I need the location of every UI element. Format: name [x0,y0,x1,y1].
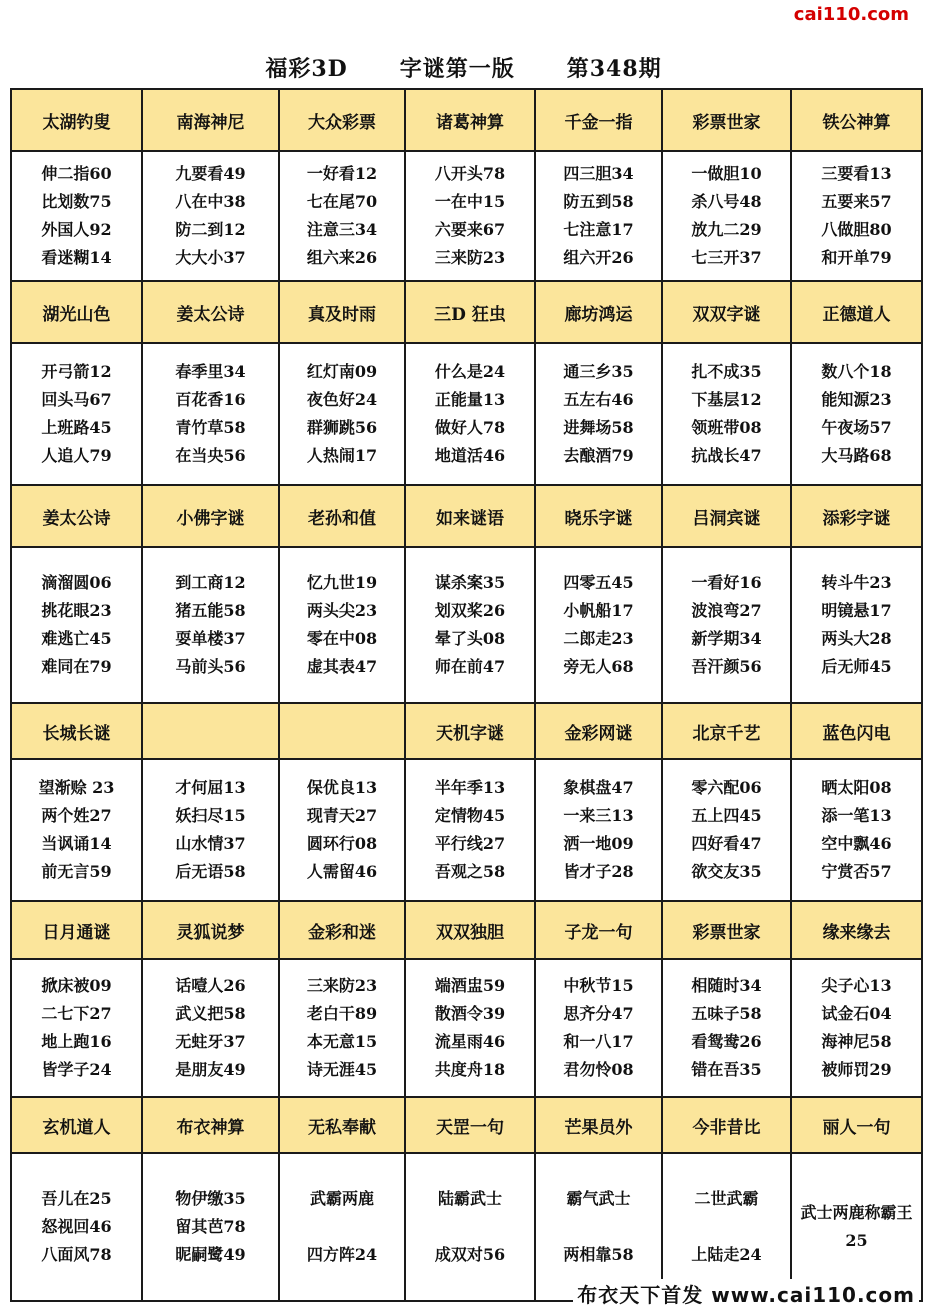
footer-watermark: 布衣天下首发 www.cai110.com [573,1279,919,1308]
riddle-cell [791,547,922,703]
riddle-line: 七在尾70 [306,192,378,211]
riddle-line: 到工商12 [175,573,246,592]
riddle-cell [662,343,791,485]
riddle-line: 物伊缴35 [175,1189,246,1208]
riddle-line: 四方阵24 [306,1245,378,1264]
riddle-line: 人热闹17 [306,446,378,465]
source-name: 天机字谜 [405,703,535,759]
riddle-line: 下基层12 [691,390,762,409]
riddle-cell [405,343,535,485]
source-name: 北京千艺 [662,703,791,759]
riddle-line: 和开单79 [821,248,892,267]
riddle-line: 红灯南09 [306,362,378,381]
riddle-cell [535,959,662,1097]
riddle-line: 一好看12 [306,164,378,183]
riddle-line: 两头尖23 [306,601,378,620]
source-name: 彩票世家 [662,901,791,959]
source-name: 丽人一句 [791,1097,922,1153]
source-name [279,703,405,759]
source-name: 今非昔比 [662,1097,791,1153]
riddle-line: 晒太阳08 [821,778,892,797]
riddle-line: 通三乡35 [563,362,634,381]
riddle-line: 欲交友35 [691,862,762,881]
riddle-line: 八做胆80 [821,220,892,239]
riddle-line: 一来三13 [563,806,634,825]
riddle-line: 防二到12 [175,220,246,239]
riddle-line: 大马路68 [821,446,892,465]
riddle-line: 君勿怜08 [563,1060,634,1079]
riddle-line: 被师罚29 [821,1060,892,1079]
riddle-line: 吾儿在25 [41,1189,112,1208]
riddle-line: 难同在79 [41,657,112,676]
riddle-line: 马前头56 [175,657,246,676]
riddle-cell [405,959,535,1097]
source-name: 大众彩票 [279,89,405,151]
source-name: 晓乐字谜 [535,485,662,547]
riddle-line: 人需留46 [306,862,378,881]
header-row [11,1097,922,1153]
riddle-line: 半年季13 [434,778,506,797]
source-name: 双双独胆 [405,901,535,959]
source-name: 双双字谜 [662,281,791,343]
riddle-line: 后无师45 [821,657,892,676]
riddle-line: 旁无人68 [563,657,634,676]
riddle-cell [279,547,405,703]
source-name: 日月通谜 [11,901,142,959]
riddle-line: 留其芭78 [175,1217,246,1236]
riddle-line: 谋杀案35 [434,573,506,592]
source-name: 铁公神算 [791,89,922,151]
source-name: 如来谜语 [405,485,535,547]
riddle-line: 青竹草58 [175,418,246,437]
riddle-cell [662,759,791,901]
source-name: 老孙和值 [279,485,405,547]
riddle-line: 晕了头08 [434,629,506,648]
riddle-cell [142,547,279,703]
source-name: 金彩和迷 [279,901,405,959]
riddle-line: 零在中08 [306,629,378,648]
riddle-line: 上陆走24 [691,1245,762,1264]
riddle-line: 七注意17 [563,220,634,239]
riddle-line: 划双桨26 [434,601,506,620]
riddle-line: 五上四45 [691,806,762,825]
riddle-line: 才何屈13 [175,778,246,797]
riddle-line: 二七下27 [41,1004,112,1023]
riddle-cell [535,151,662,281]
source-name: 布衣神算 [142,1097,279,1153]
riddle-cell [142,959,279,1097]
riddle-cell [11,151,142,281]
riddle-line: 组六来26 [306,248,378,267]
riddle-line: 两相靠58 [563,1245,634,1264]
riddle-cell [662,959,791,1097]
riddle-line: 小帆船17 [563,601,634,620]
riddle-cell [791,759,922,901]
riddle-line: 武霸两鹿 [309,1189,374,1208]
riddle-line: 群狮跳56 [306,418,378,437]
source-name: 金彩网谜 [535,703,662,759]
source-name: 真及时雨 [279,281,405,343]
riddle-cell [535,343,662,485]
source-name: 姜太公诗 [142,281,279,343]
source-name: 姜太公诗 [11,485,142,547]
riddle-line: 昵嗣鹭49 [175,1245,246,1264]
riddle-line: 四三胆34 [563,164,634,183]
riddle-line: 百花香16 [175,390,246,409]
source-name: 彩票世家 [662,89,791,151]
riddle-cell [11,959,142,1097]
riddle-cell [279,759,405,901]
riddle-line: 山水情37 [175,834,246,853]
header-row [11,281,922,343]
riddle-line: 海神尼58 [821,1032,892,1051]
riddle-cell [662,547,791,703]
source-name: 三D 狂虫 [405,281,535,343]
riddle-line: 吾汗颜56 [691,657,762,676]
riddle-line: 散酒令39 [434,1004,506,1023]
riddle-line: 午夜场57 [821,418,892,437]
riddle-line: 诗无涯45 [306,1060,378,1079]
title-edition: 字谜第一版 [399,56,515,82]
source-name [142,703,279,759]
riddle-line: 妖扫尽15 [175,806,246,825]
riddle-line: 无蛀牙37 [175,1032,246,1051]
riddle-line: 流星雨46 [434,1032,506,1051]
riddle-line: 新学期34 [691,629,762,648]
riddle-line: 两个姓27 [41,806,112,825]
riddle-line: 三要看13 [821,164,892,183]
riddle-line: 看鸳鸯26 [691,1032,762,1051]
riddle-cell [535,759,662,901]
riddle-cell [11,343,142,485]
riddle-row [11,151,922,281]
riddle-line: 进舞场58 [563,418,634,437]
riddle-line: 皆才子28 [563,862,634,881]
riddle-cell [662,151,791,281]
riddle-row [11,959,922,1097]
riddle-line: 数八个18 [821,362,892,381]
riddle-line: 皆学子24 [41,1060,112,1079]
riddle-line: 两头大28 [821,629,892,648]
riddle-cell [279,1153,405,1301]
riddle-cell [142,1153,279,1301]
riddle-line: 看迷糊14 [41,248,112,267]
riddle-line: 成双对56 [434,1245,506,1264]
riddle-row [11,759,922,901]
riddle-line: 中秋节15 [563,976,634,995]
riddle-cell [279,151,405,281]
source-name: 南海神尼 [142,89,279,151]
riddle-line: 扎不成35 [691,362,762,381]
riddle-line: 八面风78 [41,1245,112,1264]
riddle-line: 五味子58 [691,1004,762,1023]
riddle-line: 领班带08 [691,418,762,437]
riddle-line: 和一八17 [563,1032,634,1051]
riddle-line: 波浪弯27 [691,601,762,620]
riddle-line: 本无意15 [306,1032,378,1051]
riddle-line: 转斗牛23 [821,573,892,592]
riddle-line: 能知源23 [821,390,892,409]
riddle-cell [791,151,922,281]
riddle-line: 人追人79 [41,446,112,465]
riddle-line: 忆九世19 [306,573,378,592]
riddle-line: 四零五45 [563,573,634,592]
riddle-row [11,547,922,703]
riddle-line: 话噎人26 [175,976,246,995]
riddle-line: 抗战长47 [691,446,762,465]
riddle-line: 三来防23 [434,248,506,267]
source-name: 添彩字谜 [791,485,922,547]
brand-logo: cai110.com [793,4,909,25]
source-name: 小佛字谜 [142,485,279,547]
riddle-line: 掀床被09 [41,976,112,995]
riddle-cell [405,1153,535,1301]
riddle-cell [791,343,922,485]
riddle-line: 后无语58 [175,862,246,881]
riddle-line: 八开头78 [434,164,506,183]
riddle-line: 老白干89 [306,1004,378,1023]
riddle-line: 去酿酒79 [563,446,634,465]
source-name: 蓝色闪电 [791,703,922,759]
riddle-line: 师在前47 [434,657,506,676]
source-name: 芒果员外 [535,1097,662,1153]
source-name: 千金一指 [535,89,662,151]
source-name: 子龙一句 [535,901,662,959]
riddle-line: 武士两鹿称霸王25 [800,1203,913,1250]
riddle-line [536,1213,661,1241]
source-name: 诸葛神算 [405,89,535,151]
riddle-line: 猪五能58 [175,601,246,620]
riddle-cell [142,759,279,901]
riddle-line: 霸气武士 [566,1189,631,1208]
header-row [11,703,922,759]
riddle-row [11,343,922,485]
riddle-line: 望渐赊 23 [38,778,115,797]
riddle-line: 难逃亡45 [41,629,112,648]
riddle-line: 九要看49 [175,164,246,183]
source-name: 缘来缘去 [791,901,922,959]
riddle-line: 错在吾35 [691,1060,762,1079]
riddle-line: 组六开26 [563,248,634,267]
riddle-cell [279,343,405,485]
riddle-cell [279,959,405,1097]
riddle-line: 定情物45 [434,806,506,825]
riddle-table [10,88,923,1302]
riddle-line: 三来防23 [306,976,378,995]
source-name: 廊坊鸿运 [535,281,662,343]
riddle-line: 明镜悬17 [821,601,892,620]
riddle-line: 现青天27 [306,806,378,825]
riddle-cell [142,151,279,281]
riddle-cell [405,547,535,703]
riddle-line: 开弓箭12 [41,362,112,381]
riddle-line: 怒视回46 [41,1217,112,1236]
riddle-cell [405,759,535,901]
header-row [11,89,922,151]
riddle-line: 前无言59 [41,862,112,881]
riddle-line: 六要来67 [434,220,506,239]
riddle-line: 尖子心13 [821,976,892,995]
riddle-line: 当讽诵14 [41,834,112,853]
riddle-line: 五要来57 [821,192,892,211]
source-name: 长城长谜 [11,703,142,759]
source-name: 玄机道人 [11,1097,142,1153]
source-name: 天罡一句 [405,1097,535,1153]
header-row [11,485,922,547]
riddle-cell [142,343,279,485]
riddle-line: 比划数75 [41,192,112,211]
riddle-line: 保优良13 [306,778,378,797]
page-title [0,52,927,83]
riddle-line: 是朋友49 [175,1060,246,1079]
header-row [11,901,922,959]
riddle-line: 在当央56 [175,446,246,465]
riddle-line: 零六配06 [691,778,762,797]
riddle-cell [791,959,922,1097]
riddle-line [663,1213,790,1241]
source-name: 正德道人 [791,281,922,343]
riddle-line: 春季里34 [175,362,246,381]
riddle-line: 大大小37 [175,248,246,267]
riddle-line: 洒一地09 [563,834,634,853]
source-name: 湖光山色 [11,281,142,343]
riddle-line: 挑花眼23 [41,601,112,620]
source-name: 无私奉献 [279,1097,405,1153]
riddle-line: 二世武霸 [694,1189,759,1208]
riddle-line: 防五到58 [563,192,634,211]
riddle-line: 端酒盅59 [434,976,506,995]
riddle-line: 四好看47 [691,834,762,853]
riddle-line: 相随时34 [691,976,762,995]
riddle-line: 平行线27 [434,834,506,853]
riddle-line: 象棋盘47 [563,778,634,797]
riddle-line [406,1213,534,1241]
riddle-line: 思齐分47 [563,1004,634,1023]
riddle-line: 一做胆10 [691,164,762,183]
riddle-line: 五左右46 [563,390,634,409]
riddle-line: 添一笔13 [821,806,892,825]
riddle-cell [11,759,142,901]
source-name: 灵狐说梦 [142,901,279,959]
riddle-line: 虚其表47 [306,657,378,676]
riddle-line: 滴溜圆06 [41,573,112,592]
riddle-line: 一看好16 [691,573,762,592]
riddle-line: 二郎走23 [563,629,634,648]
riddle-line: 武义把58 [175,1004,246,1023]
riddle-line: 吾观之58 [434,862,506,881]
riddle-cell [11,1153,142,1301]
riddle-cell [535,547,662,703]
riddle-line: 陆霸武士 [437,1189,502,1208]
riddle-line: 外国人92 [41,220,112,239]
riddle-line: 共度舟18 [434,1060,506,1079]
title-issue: 第348期 [566,56,662,82]
riddle-line: 圆环行08 [306,834,378,853]
riddle-line: 什么是24 [434,362,506,381]
riddle-line: 夜色好24 [306,390,378,409]
riddle-line: 宁赏否57 [821,862,892,881]
riddle-line: 地道活46 [434,446,506,465]
riddle-line: 一在中15 [434,192,506,211]
riddle-line [280,1213,404,1241]
riddle-cell [11,547,142,703]
riddle-cell [405,151,535,281]
riddle-line: 放九二29 [691,220,762,239]
riddle-line: 回头马67 [41,390,112,409]
riddle-line: 注意三34 [306,220,378,239]
title-lottery: 福彩3D [265,56,348,82]
riddle-line: 试金石04 [821,1004,892,1023]
riddle-line: 空中飘46 [821,834,892,853]
riddle-line: 地上跑16 [41,1032,112,1051]
riddle-line: 八在中38 [175,192,246,211]
source-name: 太湖钓叟 [11,89,142,151]
riddle-line: 伸二指60 [41,164,112,183]
riddle-line: 上班路45 [41,418,112,437]
riddle-line: 杀八号48 [691,192,762,211]
riddle-line: 耍单楼37 [175,629,246,648]
riddle-line: 做好人78 [434,418,506,437]
riddle-line: 七三开37 [691,248,762,267]
source-name: 吕洞宾谜 [662,485,791,547]
riddle-line: 正能量13 [434,390,506,409]
